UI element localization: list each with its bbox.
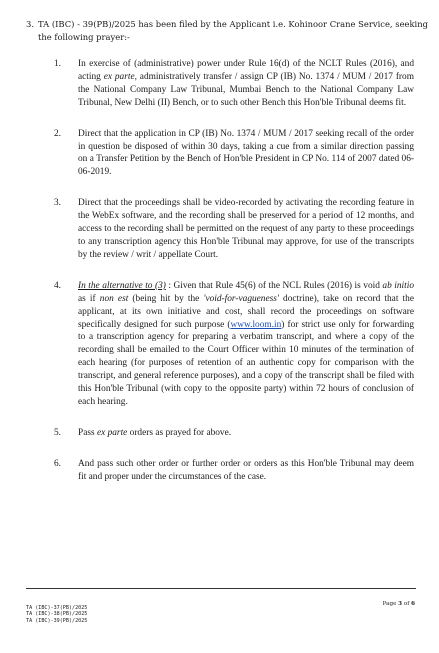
prayer-text-run: as if — [78, 293, 100, 304]
prayer-text — [78, 280, 414, 409]
prayer-text-run: Pass — [78, 427, 97, 438]
intro-text: TA (IBC) - 39(PB)/2025 has been filed by the Applicant i.e. Kohinoor Crane Service, seeking the following prayer:- — [38, 19, 428, 42]
prayer-text — [78, 197, 414, 262]
prayer-text-run: , administratively transfer / assign CP (IB) No. 1374 / MUM / 2017 from the National Company Law Tribunal, Mumbai Bench to the National Company Law Tribunal, New Delhi (II) Bench, or to such other Bench this Hon'ble Tribunal deems fit. — [78, 71, 414, 108]
prayer-text-run: And pass such other order or further order or orders as this Hon'ble Tribunal may deem fit and proper under the circumstances of the case. — [78, 458, 414, 482]
prayer-text — [78, 458, 414, 484]
prayer-text-run: In exercise of (administrative) power under Rule 16(d) of the NCLT Rules (2016), and acting — [78, 59, 414, 82]
prayer-text-run: doctrine), take on record that the applicant, at its own initiative and cost, shall record the proceedings on software specifically designed for such purpose ( — [78, 293, 414, 330]
prayer-list — [54, 58, 414, 502]
prayer-text-run: ) for strict use only for forwarding to a transcription agency for preparing a verbatim transcript, and where a copy of the recording shall be emailed to the Court Officer within 10 minutes of the termination of each hearing (for purposes of retention of an authentic copy for comparison with the transcript, and general reference purposes), and a copy of the transcript shall be filed with this Hon'ble Tribunal (with copy to the opposite party) within 72 hours of conclusion of each hearing. — [78, 319, 414, 407]
prayer-emphasis: non est — [99, 293, 129, 304]
footer-case-ref: TA (IBC)-37(PB)/2025 — [26, 605, 88, 611]
prayer-emphasis: 'void-for-vagueness' — [203, 293, 279, 304]
prayer-number: 1. — [54, 59, 62, 69]
prayer-number: 3. — [54, 198, 62, 209]
prayer-number: 6. — [54, 458, 62, 469]
page-prefix: Page — [382, 601, 397, 607]
loom-link[interactable]: www.loom.in — [230, 319, 282, 330]
prayer-item — [54, 197, 414, 262]
prayer-text-run: Direct that the application in CP (IB) No. 1374 / MUM / 2017 seeking recall of the order in question be disposed of within 30 days, taking a cue from a similar direction passing on a Transfer Petition by the Bench of Hon'ble President in CP No. 114 of 2007 dated 06-06-2019. — [78, 128, 414, 178]
page-total: 6 — [411, 601, 415, 607]
prayer-number: 2. — [54, 128, 62, 139]
footer-case-refs — [26, 605, 87, 624]
prayer-text-run: Direct that the proceedings shall be video-recorded by activating the recording feature in the WebEx software, and the recording shall be preserved for a period of 12 months, and access to the recording shall be permitted on the request of any party to these proceedings to any transcription agency this Hon'ble Tribunal may approve, for use of the transcripts by the review / writ / appellate Court. — [78, 198, 414, 260]
page-number — [383, 601, 415, 607]
page-current: 3 — [398, 601, 403, 607]
prayer-text — [78, 427, 414, 440]
page-of: of — [403, 601, 410, 607]
prayer-item — [54, 280, 414, 409]
prayer-number: 4. — [54, 280, 62, 291]
prayer-text — [78, 128, 414, 180]
prayer-text-run: orders as prayed for above. — [127, 427, 232, 438]
prayer-emphasis: ex parte — [103, 71, 135, 82]
prayer-text — [78, 58, 414, 110]
prayer-item — [54, 458, 414, 484]
prayer-text-run: (being hit by the — [128, 293, 204, 304]
prayer-number: 5. — [54, 427, 62, 438]
footer-divider — [26, 588, 416, 589]
prayer-item — [54, 58, 414, 110]
footer-case-ref: TA (IBC)-39(PB)/2025 — [26, 617, 88, 624]
prayer-item — [54, 128, 414, 180]
prayer-text-run: : Given that Rule 45(6) of the NCL Rules (2016) is void — [165, 280, 383, 291]
prayer-emphasis: In the alternative to (3) — [78, 280, 166, 291]
prayer-item — [54, 427, 414, 440]
intro-paragraph — [26, 18, 428, 43]
prayer-emphasis: ab initio — [382, 280, 414, 291]
intro-number: 3. — [26, 19, 34, 29]
prayer-emphasis: ex parte — [96, 427, 128, 438]
footer-case-ref: TA (IBC)-38(PB)/2025 — [26, 611, 88, 618]
